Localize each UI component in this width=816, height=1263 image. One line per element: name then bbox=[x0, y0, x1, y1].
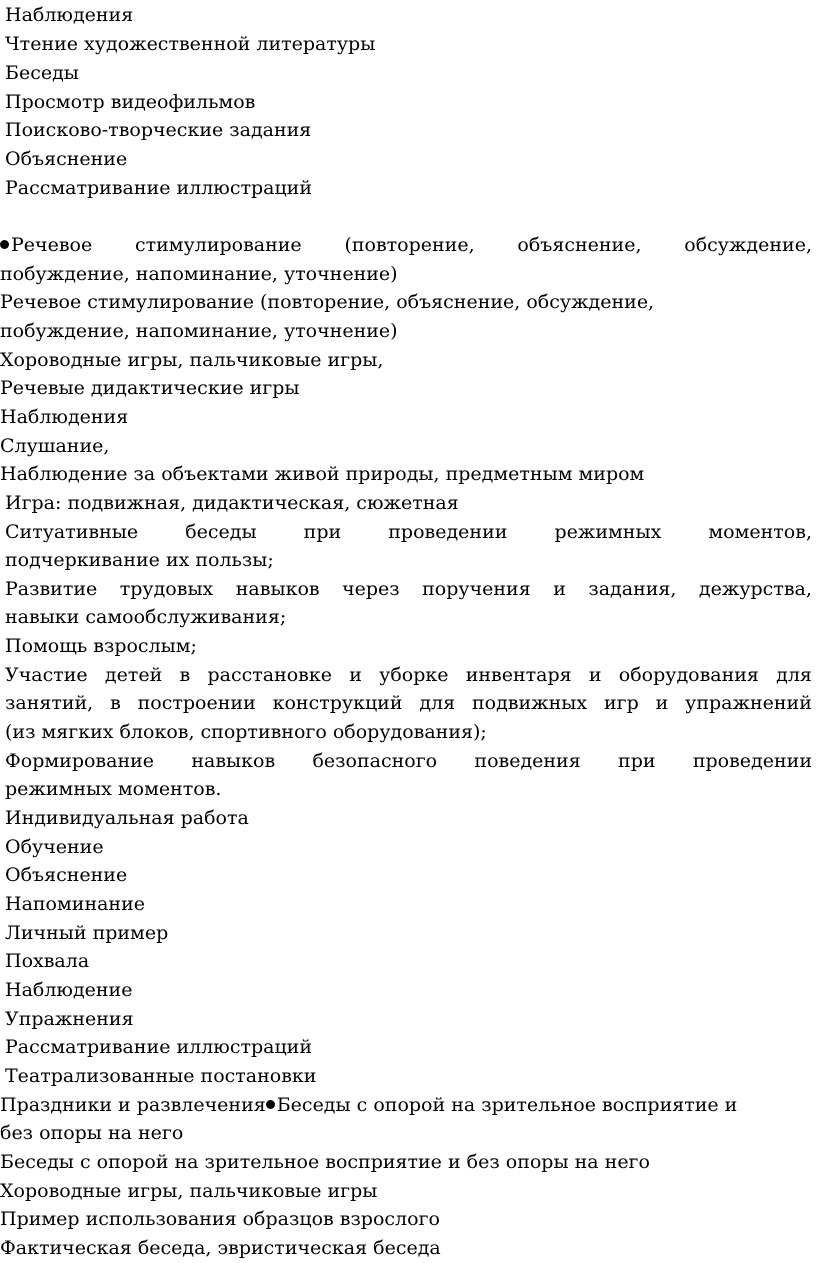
word: безопасного bbox=[312, 750, 438, 772]
word: через bbox=[342, 578, 400, 600]
text-line: (из мягких блоков, спортивного оборудования); bbox=[5, 721, 487, 743]
word: в bbox=[110, 692, 121, 714]
justified-line bbox=[5, 518, 812, 547]
word: объяснение, bbox=[517, 234, 642, 256]
text-line: режимных моментов. bbox=[5, 778, 222, 800]
text-line: Наблюдения bbox=[0, 406, 129, 428]
justified-line bbox=[5, 689, 812, 718]
text-line: Театрализованные постановки bbox=[5, 1065, 317, 1087]
text-line: Помощь взрослым; bbox=[5, 635, 197, 657]
holidays-text: Беседы с опорой на зрительное восприятие и bbox=[276, 1094, 738, 1116]
word: занятий, bbox=[5, 692, 94, 714]
text-line: Наблюдение bbox=[5, 979, 133, 1001]
text-line: Объяснение bbox=[5, 148, 128, 170]
word: для bbox=[419, 692, 456, 714]
word: навыков bbox=[235, 578, 320, 600]
word: режимных bbox=[554, 521, 662, 543]
word: для bbox=[776, 664, 812, 686]
word: Формирование bbox=[5, 750, 155, 772]
word: стимулирование bbox=[134, 234, 302, 256]
text-line: Чтение художественной литературы bbox=[5, 33, 376, 55]
word: моментов, bbox=[708, 521, 812, 543]
word: игр bbox=[604, 692, 639, 714]
word: конструкций bbox=[272, 692, 403, 714]
text-line: Похвала bbox=[5, 950, 90, 972]
word: детей bbox=[104, 664, 163, 686]
text-line: Рассматривание иллюстраций bbox=[5, 177, 313, 199]
word: подвижных bbox=[471, 692, 588, 714]
word: Участие bbox=[5, 664, 88, 686]
justified-line bbox=[5, 575, 812, 604]
word: навыков bbox=[191, 750, 276, 772]
word: уборке bbox=[379, 664, 449, 686]
text-line: без опоры на него bbox=[0, 1122, 184, 1144]
word: трудовых bbox=[119, 578, 214, 600]
word: проведении bbox=[692, 750, 812, 772]
text-line: Личный пример bbox=[5, 922, 169, 944]
word: проведении bbox=[388, 521, 508, 543]
text-line: Наблюдение за объектами живой природы, предметным миром bbox=[0, 463, 645, 485]
justified-line bbox=[5, 747, 812, 776]
text-line: Беседы bbox=[5, 62, 79, 84]
text-line: Хороводные игры, пальчиковые игры bbox=[0, 1180, 378, 1202]
word: Речевое bbox=[0, 231, 92, 260]
word: при bbox=[303, 521, 342, 543]
text-line: Упражнения bbox=[5, 1008, 134, 1030]
text-line: Поисково-творческие задания bbox=[5, 119, 312, 141]
text-line: Слушание, bbox=[0, 435, 110, 457]
word: беседы bbox=[185, 521, 257, 543]
bulleted-paragraph-line bbox=[0, 231, 812, 260]
text-line: Пример использования образцов взрослого bbox=[0, 1208, 440, 1230]
text-line: Наблюдения bbox=[5, 4, 134, 26]
text-line: Индивидуальная работа bbox=[5, 807, 249, 829]
text-line: Рассматривание иллюстраций bbox=[5, 1036, 313, 1058]
text-line: Фактическая беседа, эвристическая беседа bbox=[0, 1237, 441, 1259]
word: и bbox=[553, 578, 566, 600]
word: дежурства, bbox=[698, 578, 812, 600]
text-line: Обучение bbox=[5, 836, 104, 858]
text-line: Речевые дидактические игры bbox=[0, 377, 300, 399]
word: при bbox=[618, 750, 656, 772]
text-line: побуждение, напоминание, уточнение) bbox=[0, 320, 398, 342]
word: расстановке bbox=[207, 664, 332, 686]
text-line: Просмотр видеофильмов bbox=[5, 91, 256, 113]
holidays-label: Праздники и развлечения bbox=[0, 1094, 266, 1116]
text-line: навыки самообслуживания; bbox=[5, 606, 287, 628]
text-line: Игра: подвижная, дидактическая, сюжетная bbox=[5, 492, 459, 514]
word: Развитие bbox=[5, 578, 98, 600]
word: задания, bbox=[588, 578, 677, 600]
word: поведения bbox=[474, 750, 581, 772]
word: построении bbox=[137, 692, 256, 714]
text-line: Напоминание bbox=[5, 893, 146, 915]
text-line: подчеркивание их пользы; bbox=[5, 549, 274, 571]
text-line: Хороводные игры, пальчиковые игры, bbox=[0, 349, 384, 371]
word: в bbox=[179, 664, 191, 686]
text-line bbox=[0, 1091, 737, 1120]
justified-line bbox=[5, 661, 812, 690]
word: и bbox=[588, 664, 602, 686]
word: оборудования bbox=[618, 664, 759, 686]
word: упражнений bbox=[685, 692, 812, 714]
word: Ситуативные bbox=[5, 521, 139, 543]
word: обсуждение, bbox=[684, 234, 812, 256]
text-line: побуждение, напоминание, уточнение) bbox=[0, 263, 398, 285]
text-line: Беседы с опорой на зрительное восприятие и без опоры на него bbox=[0, 1151, 650, 1173]
bullet-icon bbox=[266, 1100, 275, 1109]
bullet-icon bbox=[0, 240, 9, 249]
word: (повторение, bbox=[344, 234, 475, 256]
text-line: Объяснение bbox=[5, 864, 128, 886]
word: и bbox=[349, 664, 362, 686]
word: поручения bbox=[422, 578, 531, 600]
text-line: Речевое стимулирование (повторение, объяснение, обсуждение, bbox=[0, 291, 655, 313]
word: инвентаря bbox=[465, 664, 572, 686]
word: и bbox=[655, 692, 669, 714]
